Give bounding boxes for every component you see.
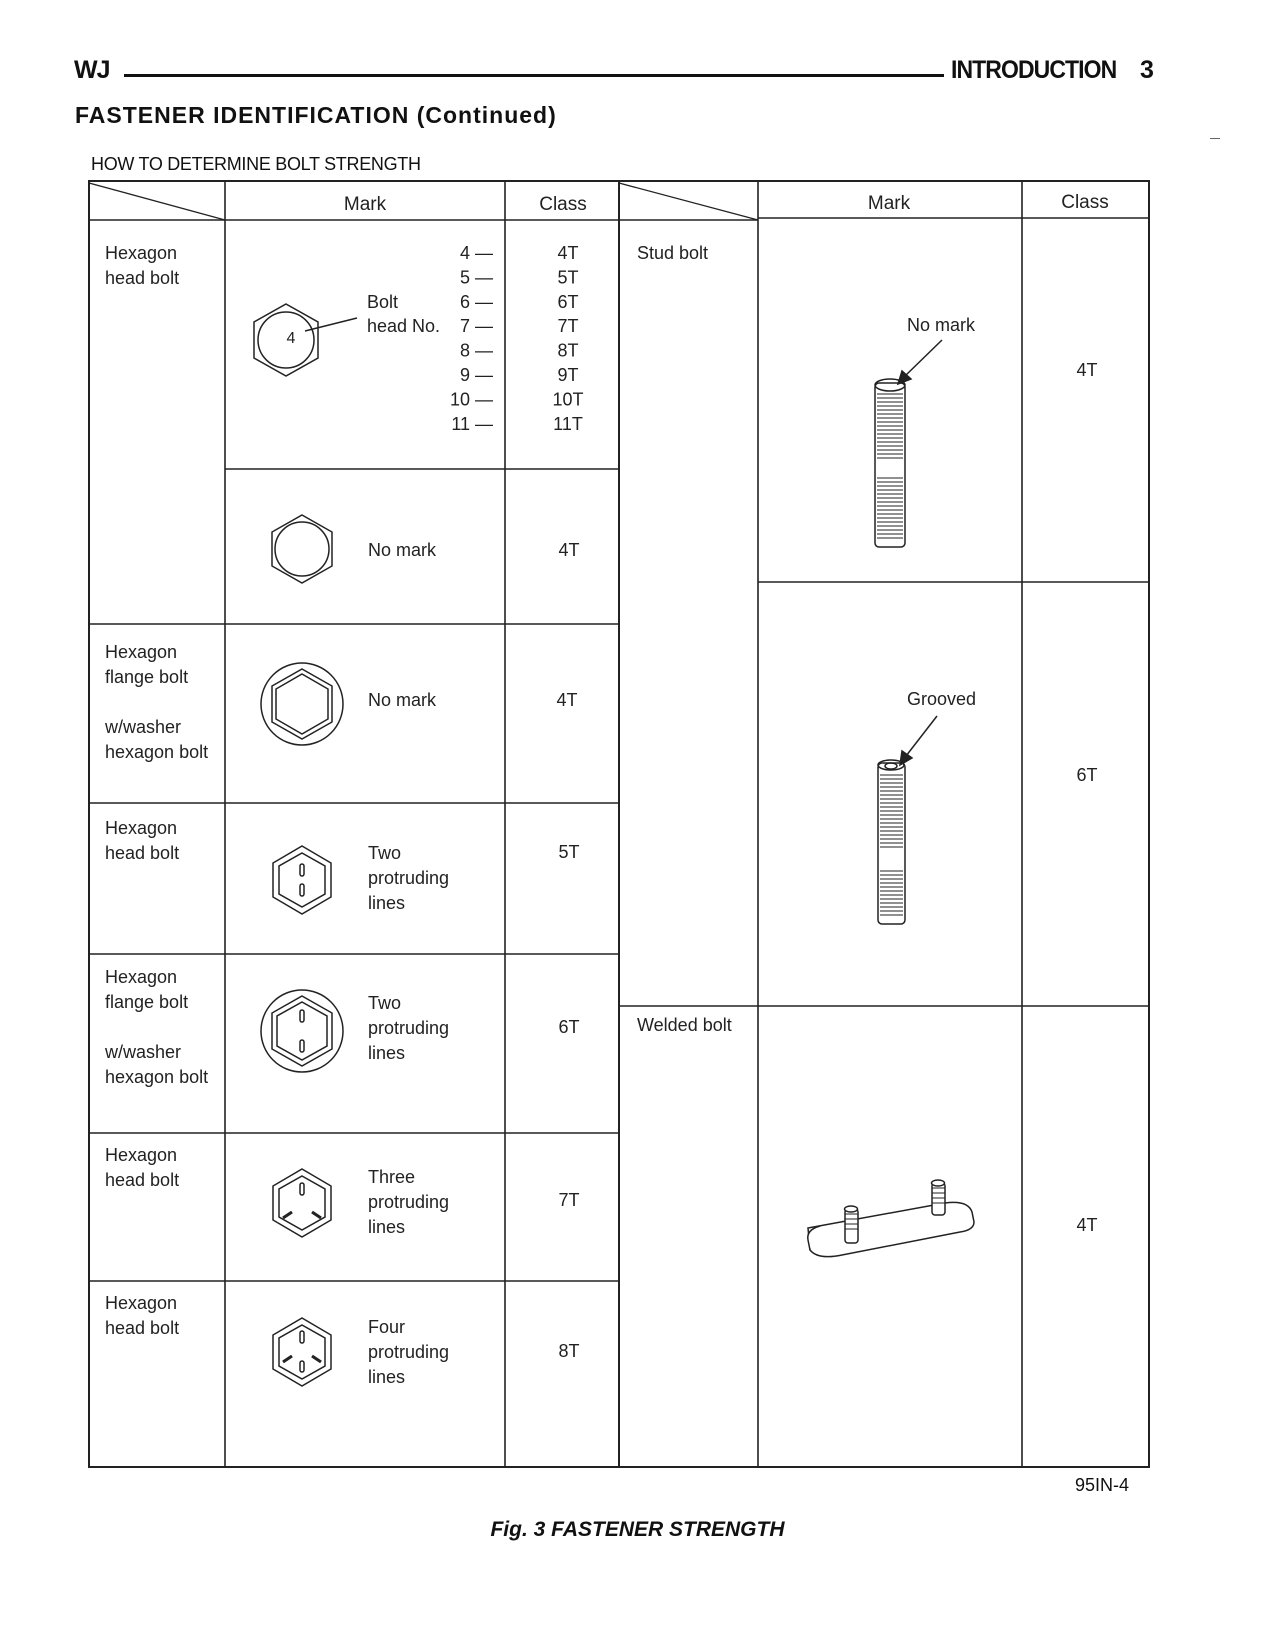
bolt-number-2: 6 — [459, 291, 493, 312]
row4-mark-line1: Two [368, 843, 402, 863]
bolt-head-no-label-2: head No. [367, 316, 441, 336]
row6-mark-line2: protruding [368, 1192, 450, 1212]
row5-type-line2: flange bolt [105, 992, 189, 1012]
bolt-number-3: 7 — [459, 316, 493, 337]
table-title: HOW TO DETERMINE BOLT STRENGTH [91, 154, 421, 174]
header-page-number: 3 [1140, 56, 1154, 84]
numbered-hex-bolt-icon [254, 304, 357, 376]
welded-bolt-class: 4T [1076, 1215, 1098, 1235]
row5-type-line4: w/washer [105, 1042, 182, 1062]
header-left-code: WJ [74, 56, 110, 84]
bolt-head-no-label-1: Bolt [367, 292, 399, 312]
row4-type-line1: Hexagon [105, 818, 178, 838]
row6-mark-line3: lines [368, 1217, 406, 1237]
row4-mark-line2: protruding [368, 868, 450, 888]
row4-class: 5T [558, 842, 580, 862]
row5-type-line1: Hexagon [105, 967, 178, 987]
grooved-class: 6T [1076, 765, 1098, 785]
row6-class: 7T [558, 1190, 580, 1210]
row7-mark-line2: protruding [368, 1342, 450, 1362]
bolt-number-list [450, 243, 493, 434]
figure-caption: Fig. 3 FASTENER STRENGTH [490, 1518, 785, 1541]
section-title: FASTENER IDENTIFICATION (Continued) [75, 102, 557, 128]
row5-type-line5: hexagon bolt [105, 1067, 209, 1087]
hex-number: 4 [286, 330, 296, 347]
row6-type-line2: head bolt [105, 1170, 180, 1190]
four-lines-hex-bolt-icon [273, 1318, 331, 1386]
row5-mark-line1: Two [368, 993, 402, 1013]
plain-hex-bolt-icon [272, 515, 332, 583]
flange-two-lines-bolt-icon [261, 990, 343, 1072]
stud-bolt-icon [875, 340, 942, 547]
welded-bolt-type: Welded bolt [637, 1015, 732, 1035]
bolt-number-7: 11 — [451, 413, 493, 434]
two-lines-hex-bolt-icon [273, 846, 331, 914]
bolt-class-list [552, 243, 583, 434]
bolt-class-3: 7T [557, 316, 579, 337]
stud-no-mark-label: No mark [907, 315, 976, 335]
bolt-number-1: 5 — [459, 267, 493, 288]
header-section-title: INTRODUCTION [951, 56, 1117, 84]
row3-mark-label: No mark [368, 690, 437, 710]
grooved-label: Grooved [907, 689, 977, 709]
welded-bolt-icon [808, 1180, 974, 1257]
row7-type-line2: head bolt [105, 1318, 180, 1338]
right-class-header: Class [1061, 192, 1109, 213]
row6-mark-line1: Three [368, 1167, 416, 1187]
row2-mark-label: No mark [368, 540, 437, 560]
row3-type-line5: hexagon bolt [105, 742, 209, 762]
row3-type-line2: flange bolt [105, 667, 189, 687]
row2-class: 4T [558, 540, 580, 560]
row3-type-line4: w/washer [105, 717, 182, 737]
row5-class: 6T [558, 1017, 580, 1037]
bolt-class-0: 4T [557, 243, 579, 263]
bolt-class-2: 6T [557, 291, 579, 312]
row4-mark-line3: lines [368, 893, 406, 913]
left-mark-header: Mark [343, 194, 387, 215]
stud-bolt-type: Stud bolt [637, 243, 709, 263]
bolt-number-0: 4 — [459, 243, 493, 263]
row5-mark-line2: protruding [368, 1018, 450, 1038]
right-table-border [619, 181, 1149, 1467]
row7-mark-line3: lines [368, 1367, 406, 1387]
row6-type-line1: Hexagon [105, 1145, 178, 1165]
row7-class: 8T [558, 1341, 580, 1361]
left-class-header: Class [539, 194, 587, 215]
row1-type-line2: head bolt [105, 268, 180, 288]
row3-type-line1: Hexagon [105, 642, 178, 662]
bolt-class-5: 9T [557, 365, 579, 385]
bolt-number-4: 8 — [459, 340, 493, 361]
bolt-number-5: 9 — [459, 365, 493, 385]
bolt-class-7: 11T [553, 413, 583, 434]
bolt-class-4: 8T [557, 340, 579, 361]
bolt-class-1: 5T [557, 267, 579, 288]
bolt-number-6: 10 — [449, 389, 493, 410]
row7-type-line1: Hexagon [105, 1293, 178, 1313]
right-mark-header: Mark [867, 193, 911, 214]
row7-mark-line1: Four [368, 1317, 406, 1337]
grooved-stud-bolt-icon [878, 716, 937, 924]
bolt-class-6: 10T [552, 389, 584, 410]
row1-type-line1: Hexagon [105, 243, 178, 263]
flange-hex-bolt-icon [261, 663, 343, 745]
stud-no-mark-class: 4T [1076, 360, 1098, 380]
three-lines-hex-bolt-icon [273, 1169, 331, 1237]
row4-type-line2: head bolt [105, 843, 180, 863]
row5-mark-line3: lines [368, 1043, 406, 1063]
row3-class: 4T [556, 690, 578, 710]
figure-id: 95IN-4 [1075, 1475, 1130, 1495]
